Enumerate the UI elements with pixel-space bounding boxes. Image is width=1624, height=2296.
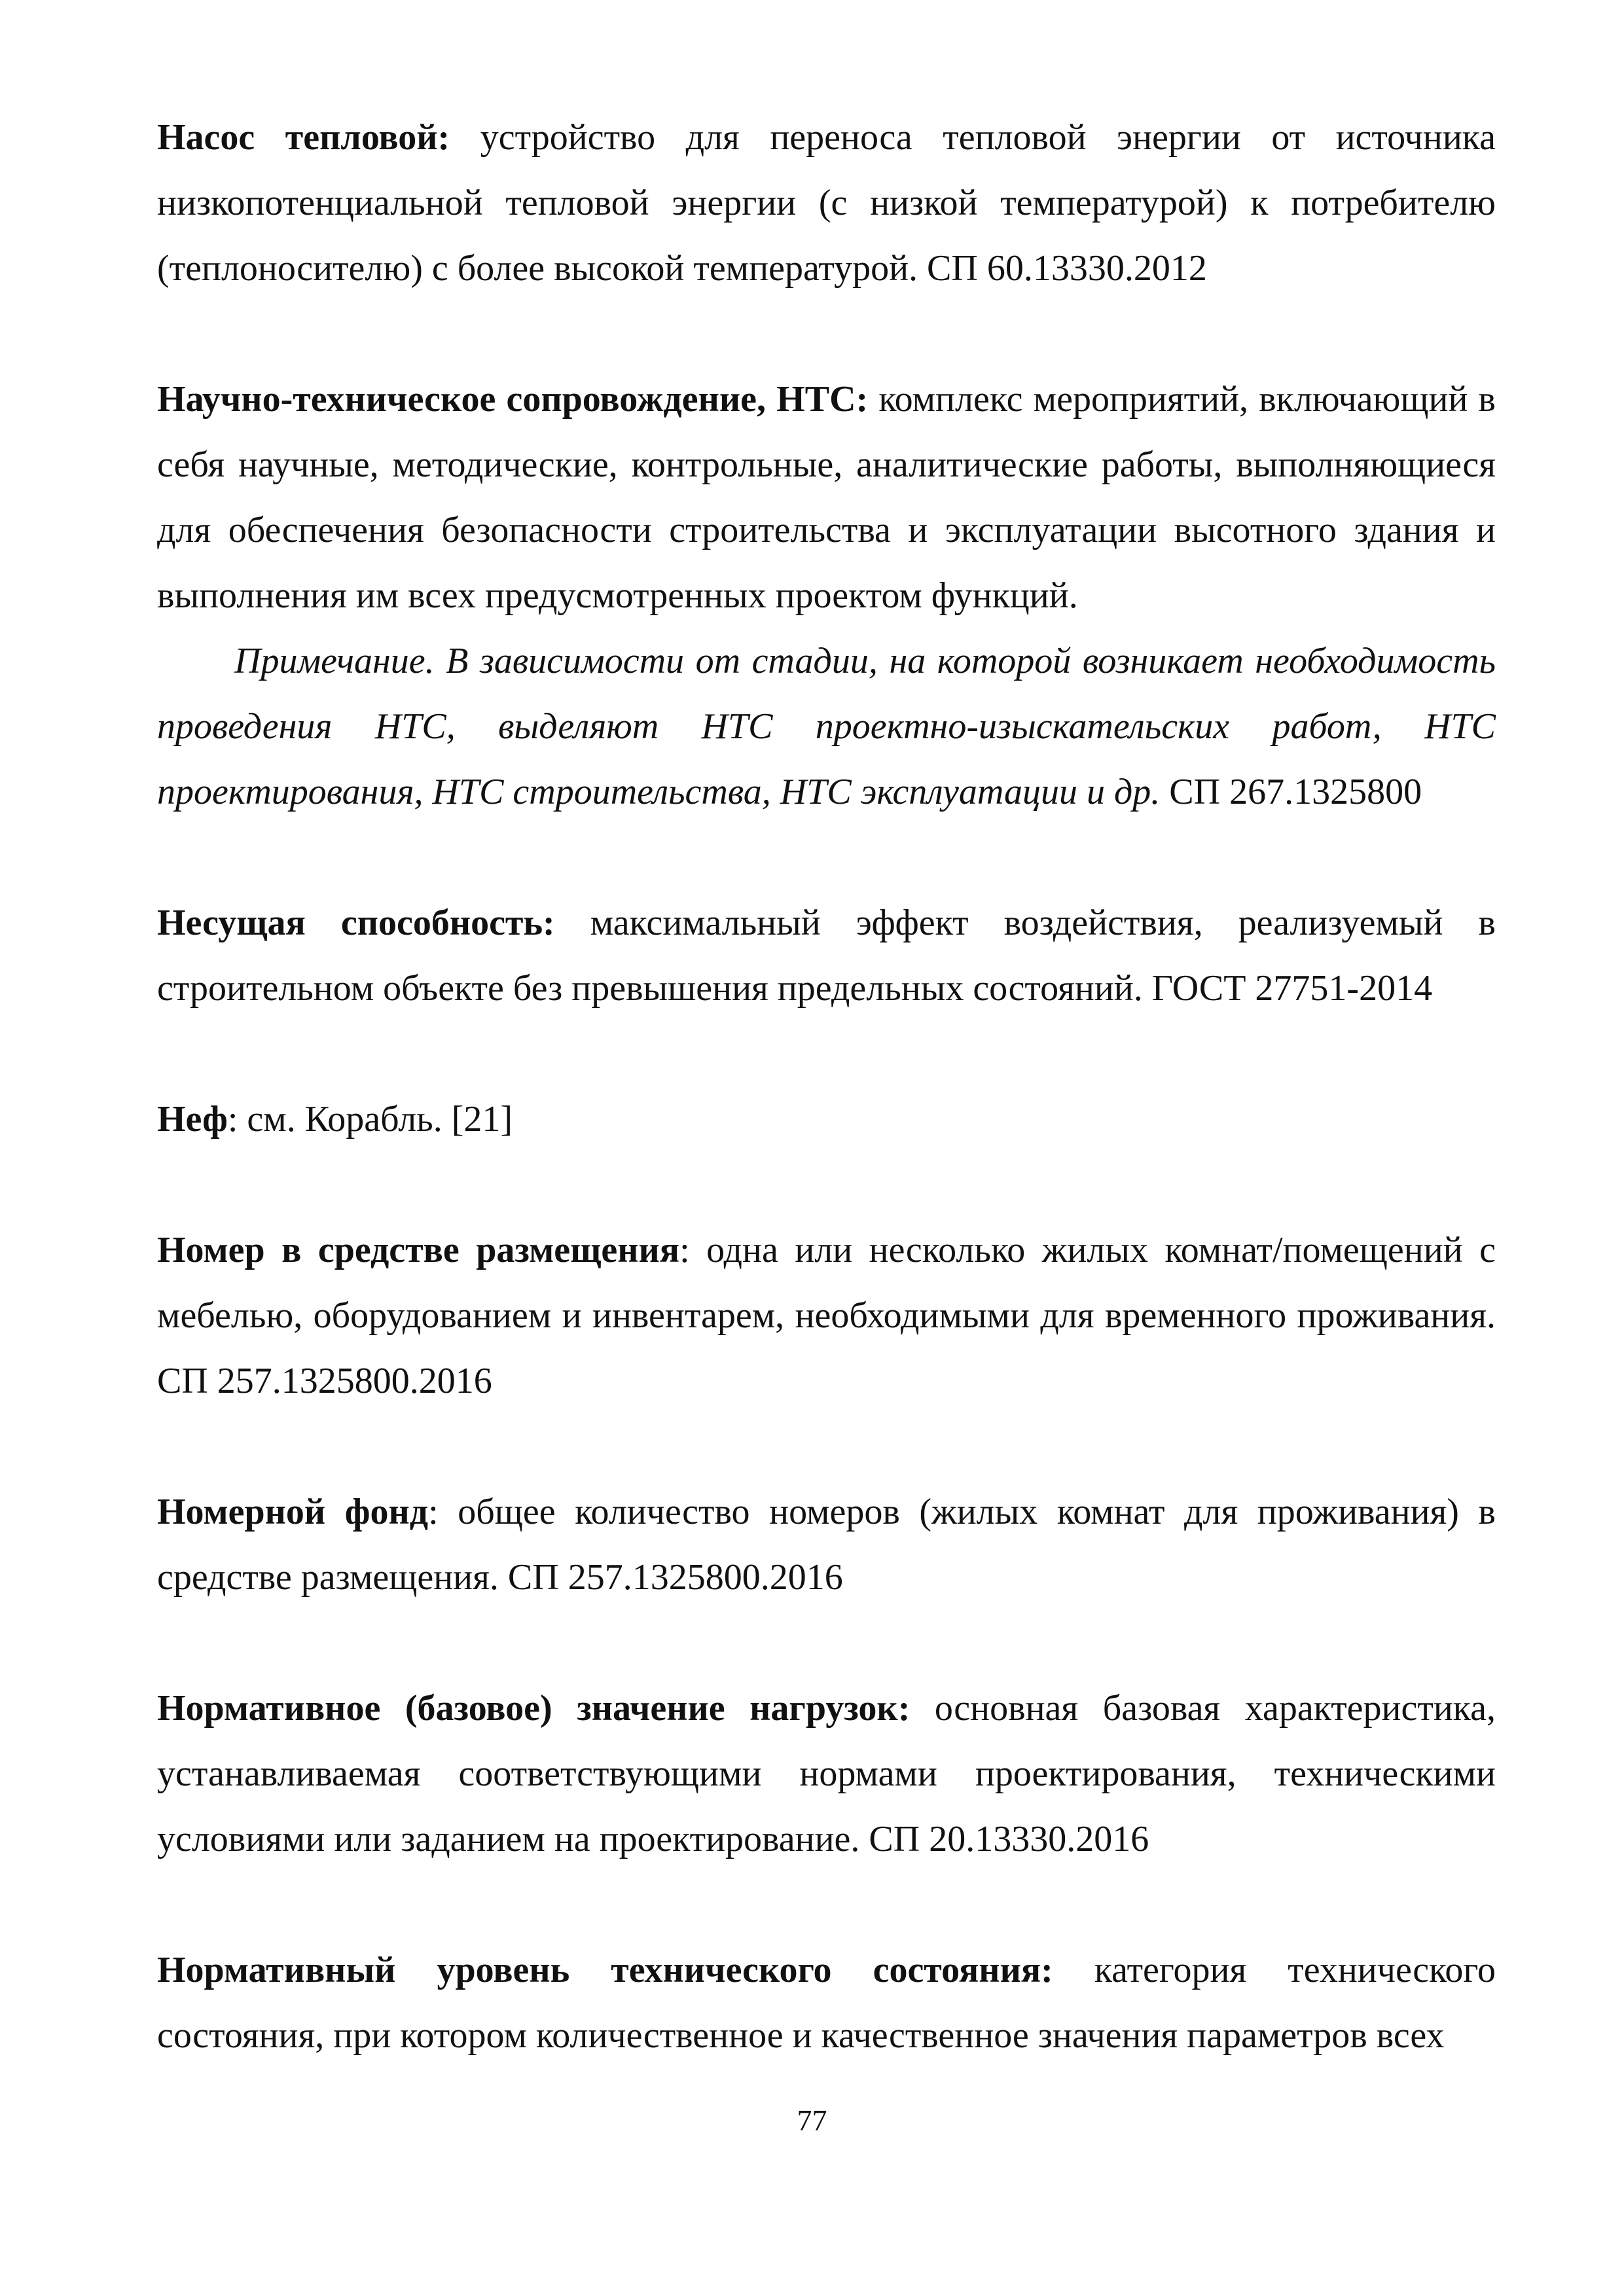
entry-definition: : общее количество номеров (жилых комнат для проживания) в средстве размещения. СП 257.1325800.2016 xyxy=(157,1492,1496,1598)
glossary-entry xyxy=(157,1676,1496,1872)
entry-definition: : см. Корабль. [21] xyxy=(227,1099,513,1139)
entry-term: Насос тепловой: xyxy=(157,117,450,158)
entry-definition: комплекс мероприятий, включающий в себя научные, методические, контрольные, аналитические работы, выполняющиеся для обеспечения безопасности строительства и эксплуатации высотного здания и выполнения им всех предусмотренных проектом функций. xyxy=(157,379,1496,616)
entry-definition: устройство для переноса тепловой энергии от источника низкопотенциальной тепловой энергии (с низкой температурой) к потребителю (теплоносителю) с более высокой температурой. СП 60.13330.2012 xyxy=(157,117,1496,289)
entry-paragraph xyxy=(157,890,1496,1021)
page-number: 77 xyxy=(797,2104,827,2137)
entry-note xyxy=(157,628,1496,825)
entry-paragraph xyxy=(157,1937,1496,2068)
entry-note-source: СП 267.1325800 xyxy=(1160,772,1422,812)
entry-definition: основная базовая характеристика, устанавливаемая соответствующими нормами проектирования, техническими условиями или заданием на проектирование. СП 20.13330.2016 xyxy=(157,1688,1496,1859)
entry-paragraph xyxy=(157,1086,1496,1152)
entry-term: Нормативное (базовое) значение нагрузок: xyxy=(157,1688,911,1729)
document-page xyxy=(157,105,1496,2134)
entry-term: Номер в средстве размещения xyxy=(157,1230,680,1270)
entry-definition: максимальный эффект воздействия, реализуемый в строительном объекте без превышения предельных состояний. ГОСТ 27751-2014 xyxy=(157,903,1496,1009)
glossary-entry xyxy=(157,1086,1496,1152)
entry-paragraph xyxy=(157,367,1496,628)
entry-term: Несущая способность: xyxy=(157,903,555,943)
entry-definition: категория технического состояния, при котором количественное и качественное значения параметров всех xyxy=(157,1950,1496,2056)
glossary-entry xyxy=(157,105,1496,301)
glossary-entry xyxy=(157,1479,1496,1610)
glossary-entry xyxy=(157,367,1496,825)
entry-term: Неф xyxy=(157,1099,228,1139)
entry-term: Научно-техническое сопровождение, НТС: xyxy=(157,379,869,420)
glossary-entry xyxy=(157,1217,1496,1414)
entry-definition: : одна или несколько жилых комнат/помещений с мебелью, оборудованием и инвентарем, необходимыми для временного проживания. СП 257.1325800.2016 xyxy=(157,1230,1496,1401)
glossary-entry xyxy=(157,1937,1496,2068)
entry-paragraph xyxy=(157,1676,1496,1872)
glossary-entry xyxy=(157,890,1496,1021)
entry-paragraph xyxy=(157,1217,1496,1414)
entry-term: Нормативный уровень технического состояния: xyxy=(157,1950,1053,1990)
entry-paragraph xyxy=(157,105,1496,301)
entry-paragraph xyxy=(157,1479,1496,1610)
entry-note-text: Примечание. В зависимости от стадии, на которой возникает необходимость проведения НТС, выделяют НТС проектно-изыскательских работ, НТС проектирования, НТС строительства, НТС эксплуатации и др. xyxy=(157,641,1496,812)
entry-term: Номерной фонд xyxy=(157,1492,429,1532)
